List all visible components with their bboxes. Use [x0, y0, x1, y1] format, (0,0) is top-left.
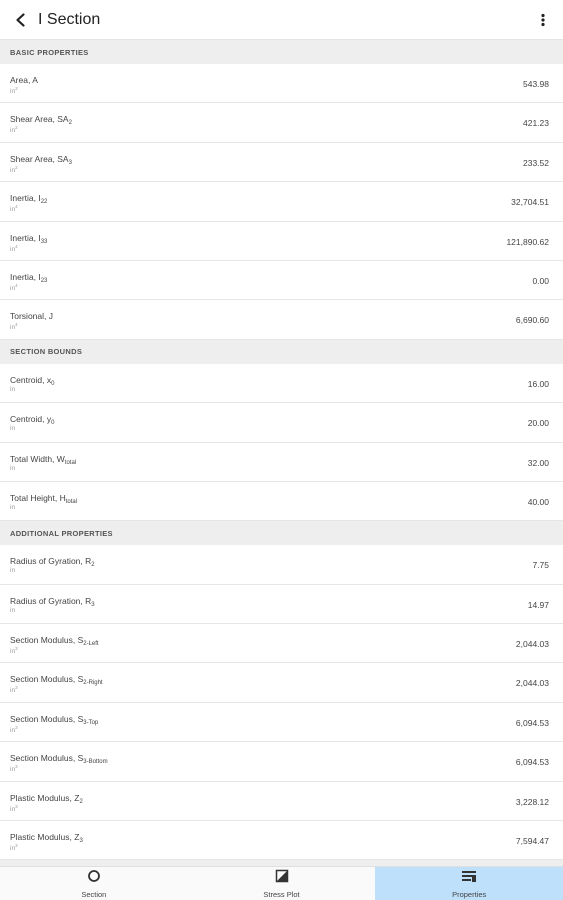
stress-plot-icon	[275, 869, 289, 888]
property-row	[0, 143, 563, 182]
property-unit-exponent: 2	[15, 164, 18, 170]
property-unit	[10, 165, 18, 174]
property-unit-exponent: 4	[15, 204, 18, 210]
property-value: 543.98	[523, 79, 549, 89]
property-value: 40.00	[527, 496, 549, 507]
property-unit-text: in	[10, 127, 16, 135]
nav-item-stress-plot[interactable]	[188, 867, 376, 900]
property-unit	[10, 725, 18, 734]
property-value: 6,094.53	[515, 757, 549, 768]
property-name-text: Inertia, I	[10, 271, 41, 282]
property-row	[0, 482, 563, 521]
property-value: 6,094.53	[515, 717, 549, 728]
property-unit-text: in	[10, 687, 16, 695]
property-unit	[10, 504, 15, 511]
app-bar	[0, 0, 563, 40]
property-row	[0, 300, 563, 339]
property-row	[0, 703, 563, 742]
property-name-subscript: 2	[91, 562, 95, 569]
property-value: 121,890.62	[506, 236, 549, 247]
property-unit-text: in	[10, 726, 16, 734]
property-name-text: Area, A	[10, 75, 38, 85]
property-row	[0, 261, 563, 300]
property-unit-text: in	[10, 766, 16, 774]
property-value: 233.52	[523, 157, 549, 168]
property-unit-text: in	[10, 385, 16, 393]
property-unit	[10, 425, 15, 432]
back-button[interactable]	[4, 0, 38, 40]
property-row	[0, 182, 563, 221]
property-unit	[10, 764, 18, 773]
property-unit-exponent: 3	[15, 685, 18, 691]
property-name-subscript: 33	[40, 238, 48, 245]
properties-list-icon	[461, 869, 477, 888]
property-unit	[10, 646, 18, 655]
property-unit	[10, 244, 18, 253]
bottom-navigation	[0, 866, 563, 900]
property-name-subscript: 0	[51, 380, 55, 387]
property-name-text: Shear Area, SA	[10, 153, 69, 164]
property-name	[10, 674, 103, 686]
property-name-subscript: 3	[79, 838, 83, 845]
property-name-subscript: 3	[91, 601, 95, 608]
property-unit-text: in	[10, 206, 16, 214]
property-row	[0, 545, 563, 584]
property-name-text: Plastic Modulus, Z	[10, 792, 80, 803]
property-value: 421.23	[523, 118, 549, 129]
property-name	[10, 635, 99, 647]
property-name-subscript: total	[64, 459, 77, 466]
property-unit	[10, 567, 15, 574]
property-unit-exponent: 4	[15, 282, 18, 288]
property-name	[10, 793, 83, 805]
property-name	[10, 556, 95, 568]
property-name-text: Shear Area, SA	[10, 114, 69, 125]
property-name	[10, 414, 54, 426]
property-row	[0, 663, 563, 702]
property-name-subscript: total	[65, 498, 78, 505]
property-unit	[10, 283, 18, 292]
property-value: 2,044.03	[515, 678, 549, 689]
property-value: 0.00	[532, 275, 549, 286]
property-name-subscript: 23	[40, 277, 48, 284]
property-name-text: Section Modulus, S	[10, 674, 84, 685]
nav-label: Properties	[452, 889, 487, 899]
circle-outline-icon	[87, 869, 101, 888]
property-row	[0, 742, 563, 781]
property-unit-text: in	[10, 606, 16, 614]
property-unit	[10, 685, 18, 694]
property-name-text: Plastic Modulus, Z	[10, 832, 80, 843]
property-row	[0, 403, 563, 442]
property-name-subscript: 3-Top	[83, 719, 99, 726]
property-row	[0, 585, 563, 624]
property-name-text: Section Modulus, S	[10, 635, 84, 646]
property-unit	[10, 843, 18, 852]
section-header: SECTION BOUNDS	[0, 340, 563, 364]
nav-item-properties[interactable]	[375, 867, 563, 900]
property-unit-text: in	[10, 425, 16, 433]
property-value: 20.00	[527, 418, 549, 429]
nav-label: Section	[81, 889, 107, 899]
page-title: I Section	[38, 10, 101, 28]
property-name-text: Section Modulus, S	[10, 713, 84, 724]
property-name	[10, 714, 98, 726]
more-vert-icon	[540, 13, 546, 27]
property-unit-text: in	[10, 166, 16, 174]
property-unit	[10, 322, 18, 331]
property-row	[0, 364, 563, 403]
property-name	[10, 75, 38, 85]
property-row	[0, 443, 563, 482]
property-unit	[10, 204, 18, 213]
property-name	[10, 454, 76, 466]
property-value: 16.00	[527, 378, 549, 389]
property-name-subscript: 3-Bottom	[83, 759, 108, 766]
property-unit-text: in	[10, 324, 16, 332]
section-header: ADDITIONAL PROPERTIES	[0, 521, 563, 545]
property-row	[0, 222, 563, 261]
property-unit	[10, 386, 15, 393]
property-value: 7.75	[532, 560, 549, 571]
property-value: 32,704.51	[511, 197, 549, 208]
property-unit-exponent: 3	[15, 764, 18, 770]
property-name-text: Inertia, I	[10, 193, 41, 204]
property-unit-text: in	[10, 503, 16, 511]
property-name-text: Centroid, y	[10, 414, 52, 425]
property-name-text: Radius of Gyration, R	[10, 556, 92, 567]
property-row	[0, 821, 563, 860]
property-name-text: Torsional, J	[10, 311, 53, 322]
property-name	[10, 596, 95, 608]
property-name-subscript: 3	[68, 159, 72, 166]
property-name-text: Section Modulus, S	[10, 753, 84, 764]
property-value: 14.97	[527, 599, 549, 610]
property-name-text: Inertia, I	[10, 232, 41, 243]
property-name-subscript: 2-Left	[83, 641, 99, 648]
properties-list[interactable]	[0, 40, 563, 866]
property-name-text: Total Height, H	[10, 492, 66, 503]
property-unit-exponent: 4	[15, 322, 18, 328]
nav-label: Stress Plot	[263, 889, 300, 899]
property-value: 3,228.12	[515, 796, 549, 807]
property-name-subscript: 2	[79, 798, 83, 805]
property-name-text: Centroid, x	[10, 374, 52, 385]
property-name	[10, 311, 53, 321]
property-name	[10, 154, 72, 166]
property-unit-text: in	[10, 845, 16, 853]
property-name	[10, 832, 83, 844]
property-unit	[10, 607, 15, 614]
property-name-subscript: 2-Right	[83, 680, 103, 687]
property-unit-exponent: 2	[15, 86, 18, 91]
property-unit-text: in	[10, 245, 16, 253]
property-unit	[10, 465, 15, 472]
property-value: 6,690.60	[515, 315, 549, 326]
property-unit-text: in	[10, 284, 16, 292]
arrow-back-icon	[14, 13, 28, 27]
property-unit-text: in	[10, 88, 16, 95]
property-unit-exponent: 3	[15, 724, 18, 730]
property-name-text: Radius of Gyration, R	[10, 595, 92, 606]
property-row	[0, 64, 563, 103]
nav-item-section[interactable]	[0, 867, 188, 900]
property-unit-exponent: 3	[15, 646, 18, 652]
property-row	[0, 624, 563, 663]
property-name	[10, 753, 108, 765]
property-value: 2,044.03	[515, 639, 549, 650]
section-header: BASIC PROPERTIES	[0, 40, 563, 64]
property-name-subscript: 22	[40, 199, 48, 206]
property-unit-exponent: 4	[15, 243, 18, 249]
property-row	[0, 782, 563, 821]
property-unit	[10, 125, 18, 134]
property-unit	[10, 804, 18, 813]
property-unit-exponent: 3	[15, 803, 18, 809]
property-name-text: Total Width, W	[10, 453, 65, 464]
property-name	[10, 375, 54, 387]
property-unit-text: in	[10, 567, 16, 575]
property-unit-text: in	[10, 464, 16, 472]
property-name-subscript: 2	[68, 120, 72, 127]
property-unit-exponent: 2	[15, 125, 18, 131]
property-value: 32.00	[527, 457, 549, 468]
property-name	[10, 493, 77, 505]
property-unit	[10, 86, 18, 95]
overflow-menu-button[interactable]	[531, 0, 555, 40]
property-name-subscript: 0	[51, 420, 55, 427]
property-value: 7,594.47	[515, 836, 549, 847]
property-unit-text: in	[10, 805, 16, 813]
property-unit-text: in	[10, 648, 16, 656]
property-unit-exponent: 3	[15, 843, 18, 849]
property-row	[0, 103, 563, 142]
property-name	[10, 114, 72, 126]
